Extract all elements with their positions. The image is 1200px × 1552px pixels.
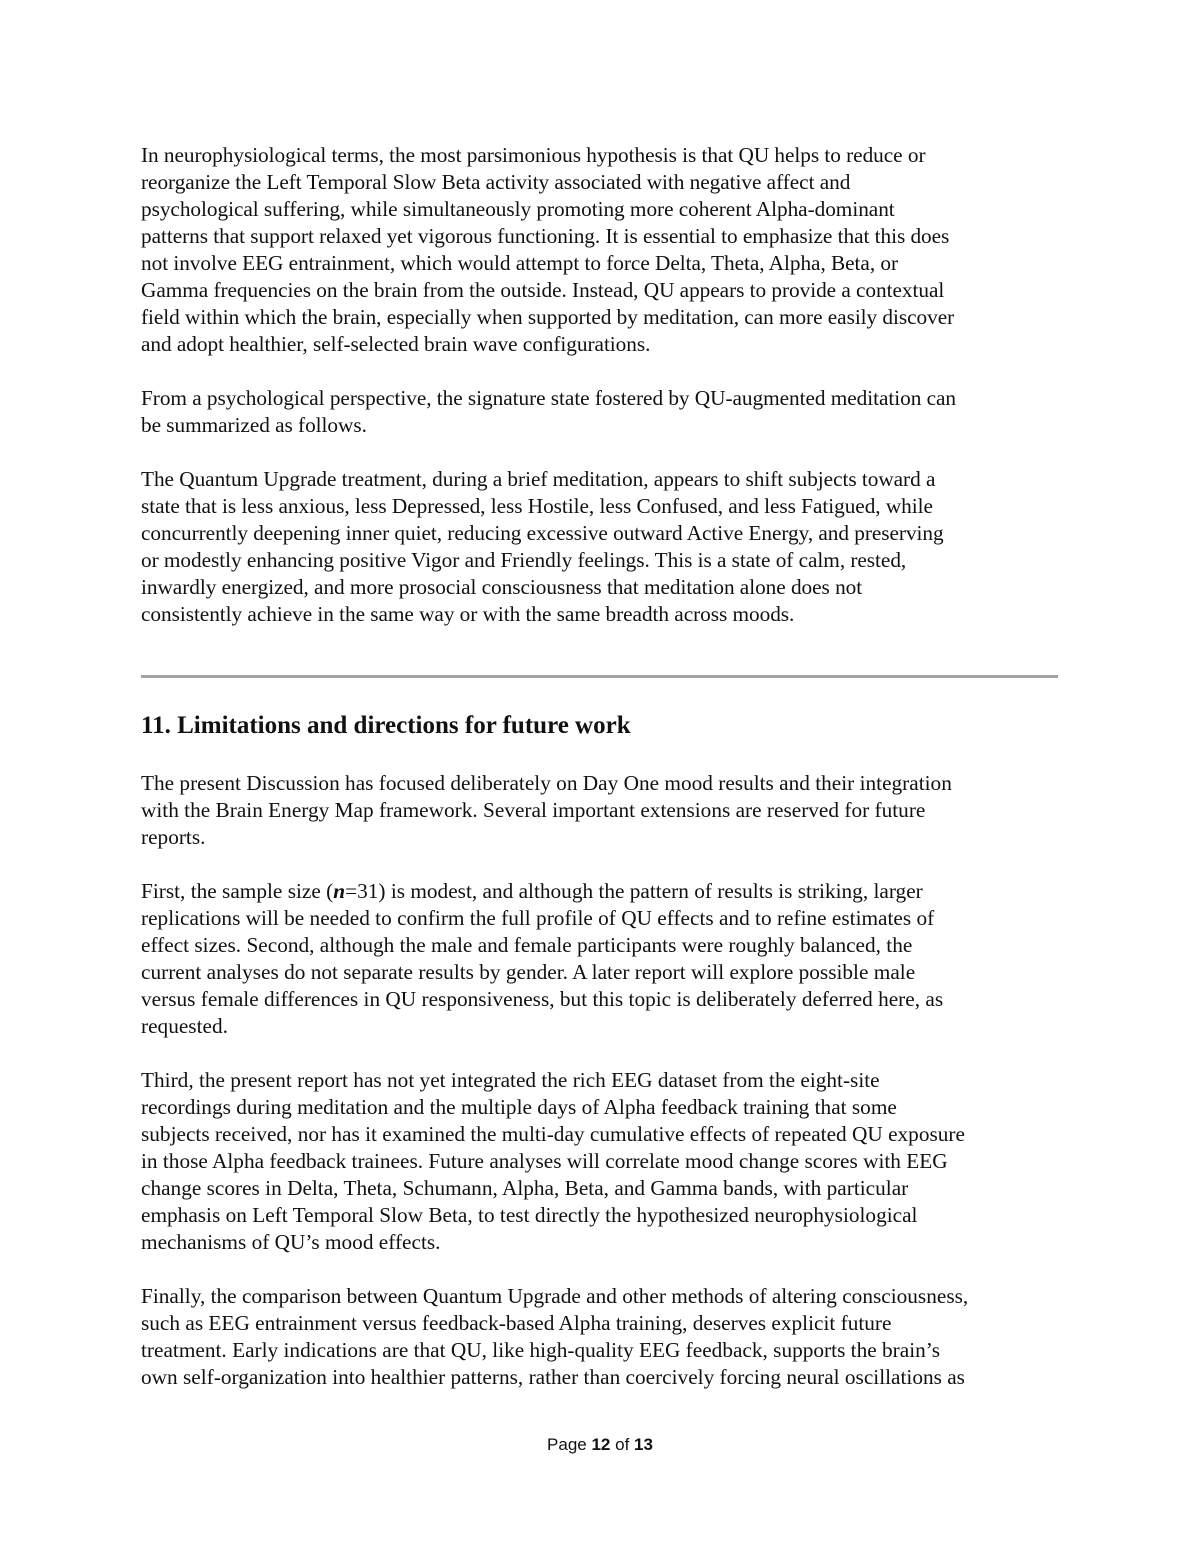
text-line: Gamma frequencies on the brain from the outside. Instead, QU appears to provide a contextual: [141, 278, 945, 302]
current-page-number: 12: [591, 1435, 611, 1454]
text-line: recordings during meditation and the multiple days of Alpha feedback training that some: [141, 1095, 897, 1119]
text-line: current analyses do not separate results by gender. A later report will explore possible male: [141, 960, 916, 984]
paragraph-discussion-focus: [141, 770, 1071, 851]
text-fragment: =31) is modest, and although the pattern of results is striking, larger: [345, 879, 923, 903]
text-line: own self-organization into healthier patterns, rather than coercively forcing neural oscillations as: [141, 1365, 965, 1389]
paragraph-psychological-perspective: [141, 385, 1061, 439]
paragraph-eeg-integration: [141, 1067, 1071, 1256]
text-line: Third, the present report has not yet integrated the rich EEG dataset from the eight-site: [141, 1068, 880, 1092]
paragraph-sample-size: [141, 878, 1071, 1040]
text-line: such as EEG entrainment versus feedback-based Alpha training, deserves explicit future: [141, 1311, 892, 1335]
text-line: reorganize the Left Temporal Slow Beta activity associated with negative affect and: [141, 170, 851, 194]
text-line: psychological suffering, while simultaneously promoting more coherent Alpha-dominant: [141, 197, 895, 221]
text-line: field within which the brain, especially when supported by meditation, can more easily discover: [141, 305, 955, 329]
of-word: of: [615, 1435, 630, 1454]
text-line: From a psychological perspective, the signature state fostered by QU-augmented meditation can: [141, 386, 957, 410]
text-line: In neurophysiological terms, the most parsimonious hypothesis is that QU helps to reduce or: [141, 143, 926, 167]
text-line: in those Alpha feedback trainees. Future analyses will correlate mood change scores with EEG: [141, 1149, 948, 1173]
text-line: with the Brain Energy Map framework. Several important extensions are reserved for future: [141, 798, 926, 822]
text-line: subjects received, nor has it examined the multi-day cumulative effects of repeated QU exposure: [141, 1122, 965, 1146]
text-line: treatment. Early indications are that QU, like high-quality EEG feedback, supports the brain’s: [141, 1338, 940, 1362]
text-line: and adopt healthier, self-selected brain wave configurations.: [141, 332, 651, 356]
text-line: replications will be needed to confirm the full profile of QU effects and to refine estimates of: [141, 906, 935, 930]
text-line: reports.: [141, 825, 206, 849]
paragraph-comparison-methods: [141, 1283, 1071, 1391]
section-heading: 11. Limitations and directions for future work: [141, 712, 631, 739]
page-word: Page: [547, 1435, 587, 1454]
text-line: effect sizes. Second, although the male and female participants were roughly balanced, the: [141, 933, 913, 957]
text-line: The Quantum Upgrade treatment, during a brief meditation, appears to shift subjects toward a: [141, 467, 936, 491]
limitations-text-block: [141, 770, 1071, 1418]
text-line: state that is less anxious, less Depressed, less Hostile, less Confused, and less Fatigued, while: [141, 494, 933, 518]
text-line: be summarized as follows.: [141, 413, 367, 437]
sample-size-symbol: n: [333, 879, 346, 903]
paragraph-neurophysiological-hypothesis: [141, 142, 1061, 358]
text-line: patterns that support relaxed yet vigorous functioning. It is essential to emphasize that this does: [141, 224, 950, 248]
text-line: mechanisms of QU’s mood effects.: [141, 1230, 441, 1254]
text-line: emphasis on Left Temporal Slow Beta, to test directly the hypothesized neurophysiological: [141, 1203, 918, 1227]
text-line: not involve EEG entrainment, which would attempt to force Delta, Theta, Alpha, Beta, or: [141, 251, 899, 275]
text-line: versus female differences in QU responsiveness, but this topic is deliberately deferred here, as: [141, 987, 944, 1011]
page-footer: [0, 1434, 1200, 1456]
text-line: change scores in Delta, Theta, Schumann, Alpha, Beta, and Gamma bands, with particular: [141, 1176, 909, 1200]
total-pages-number: 13: [634, 1435, 653, 1454]
text-fragment: First, the sample size (: [141, 879, 334, 903]
text-line: consistently achieve in the same way or with the same breadth across moods.: [141, 602, 795, 626]
intro-text-block: [141, 142, 1061, 655]
text-line: concurrently deepening inner quiet, reducing excessive outward Active Energy, and preserving: [141, 521, 944, 545]
text-line: The present Discussion has focused deliberately on Day One mood results and their integration: [141, 771, 952, 795]
text-line: [141, 878, 1071, 905]
text-line: inwardly energized, and more prosocial consciousness that meditation alone does not: [141, 575, 863, 599]
horizontal-divider: [141, 675, 1058, 678]
text-line: Finally, the comparison between Quantum Upgrade and other methods of altering consciousness,: [141, 1284, 969, 1308]
paragraph-quantum-upgrade-summary: [141, 466, 1061, 628]
text-line: requested.: [141, 1014, 228, 1038]
text-line: or modestly enhancing positive Vigor and Friendly feelings. This is a state of calm, rested,: [141, 548, 907, 572]
